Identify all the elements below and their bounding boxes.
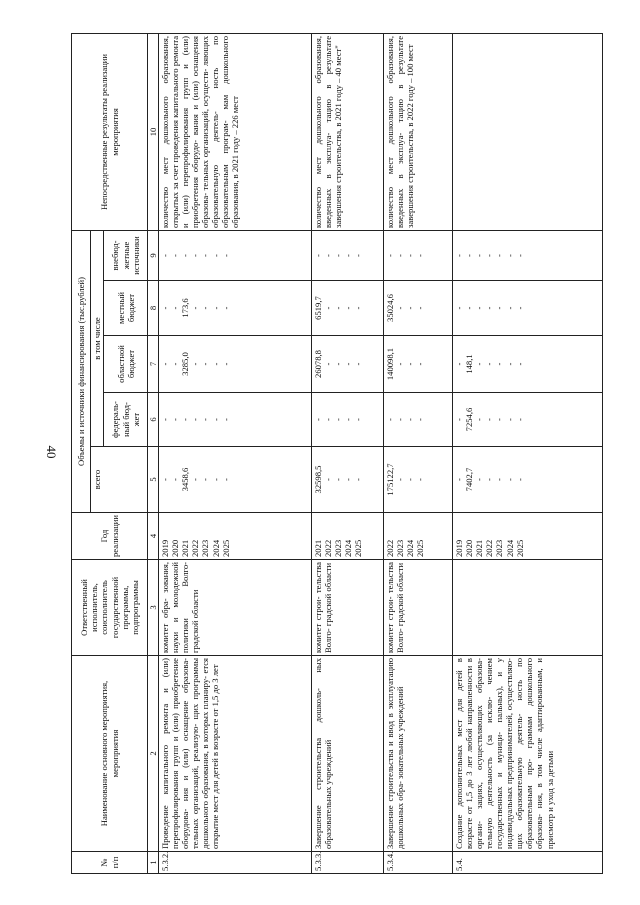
column-number: 10 <box>148 33 159 230</box>
column-number: 5 <box>148 447 159 513</box>
total-funding <box>159 447 312 513</box>
federal-funding-value: - <box>200 418 211 421</box>
extrabudget-funding-value: - <box>170 254 181 257</box>
federal-funding-value: - <box>415 418 426 421</box>
local-funding-value: - <box>160 306 171 310</box>
rotated-table-container <box>71 34 619 874</box>
local-funding-value: - <box>454 306 465 310</box>
year-list-value: 2024 <box>405 539 416 557</box>
local-funding-value: - <box>190 306 201 310</box>
total-funding-value: - <box>405 478 416 481</box>
header-including: в том числе <box>91 230 104 446</box>
extrabudget-funding <box>159 230 312 280</box>
extrabudget-funding-value: - <box>220 254 231 257</box>
federal-funding-value: - <box>220 418 231 421</box>
table-row <box>384 33 453 873</box>
header-results: Непосредственные результаты реализации мероприятия <box>72 33 148 230</box>
regional-funding-value: - <box>454 362 465 366</box>
local-funding-value: - <box>200 306 211 310</box>
column-number: 9 <box>148 230 159 280</box>
extrabudget-funding-value: - <box>474 254 485 257</box>
responsible-executor: комитет обра- зования, науки и молодежной политики Волго- градской области <box>159 560 312 656</box>
total-funding-value: 3458,6 <box>180 467 191 492</box>
year-list-value: 2022 <box>484 539 495 557</box>
row-number: 5.4. <box>453 852 603 874</box>
total-funding-value: - <box>484 478 495 481</box>
regional-funding-value: - <box>494 362 505 366</box>
table-row <box>453 33 603 873</box>
local-funding-value: - <box>395 306 406 310</box>
local-funding-value: - <box>514 306 525 310</box>
regional-funding-value: - <box>514 362 525 366</box>
extrabudget-funding-value: - <box>405 254 416 257</box>
column-number: 7 <box>148 336 159 393</box>
local-funding-value: - <box>484 306 495 310</box>
header-federal: федераль- ный бюд- жет <box>104 393 148 447</box>
year-list-value: 2022 <box>190 539 201 557</box>
regional-funding-value: - <box>343 362 354 366</box>
federal-funding-value: - <box>323 418 334 421</box>
regional-funding-value: - <box>210 362 221 366</box>
total-funding-value: - <box>494 478 505 481</box>
year-list-value: 2020 <box>464 539 475 557</box>
extrabudget-funding-value: - <box>395 254 406 257</box>
total-funding-value: 175122,7 <box>385 463 396 496</box>
responsible-executor: комитет строи- тельства Волго- градской области <box>384 560 453 656</box>
total-funding-value: - <box>504 478 515 481</box>
extrabudget-funding-value: - <box>504 254 515 257</box>
column-number-row <box>148 33 159 873</box>
extrabudget-funding-value: - <box>454 254 465 257</box>
federal-funding-value: - <box>474 418 485 421</box>
federal-funding-value: - <box>160 418 171 421</box>
year-list <box>384 513 453 560</box>
regional-funding-value: - <box>323 362 334 366</box>
extrabudget-funding-value: - <box>343 254 354 257</box>
federal-funding-value: - <box>405 418 416 421</box>
total-funding <box>312 447 384 513</box>
header-name: Наименование основного мероприятия, мероприятия <box>72 656 148 852</box>
column-number: 1 <box>148 852 159 874</box>
regional-funding-value: - <box>353 362 364 366</box>
direct-result: количество мест дошкольного образования, введенных в эксплуа- тацию в результате завершения строительства, в 2022 году – 100 мест <box>384 33 453 230</box>
total-funding-value: - <box>395 478 406 481</box>
local-funding-value: - <box>333 306 344 310</box>
year-list-value: 2021 <box>474 539 485 557</box>
total-funding-value: 7402,7 <box>464 467 475 492</box>
federal-funding <box>159 393 312 447</box>
year-list-value: 2023 <box>200 539 211 557</box>
activity-name: Завершение строительства и ввод в эксплуатацию дошкольных обра- зовательных учреждений <box>384 656 453 852</box>
local-funding-value: - <box>220 306 231 310</box>
regional-funding <box>384 336 453 393</box>
year-list-value: 2025 <box>514 539 525 557</box>
regional-funding-value: - <box>504 362 515 366</box>
federal-funding-value: - <box>210 418 221 421</box>
federal-funding-value: - <box>353 418 364 421</box>
federal-funding <box>384 393 453 447</box>
header-responsible: Ответственный исполнитель, соисполнитель государственной программы, подпрограммы <box>72 560 148 656</box>
column-number: 6 <box>148 393 159 447</box>
direct-result: количество мест дошкольного образования, открытых за счет проведения капитального ремонта и (или) перепрофилирования групп и (или) приобретения оборудо- вания и (или) оснащения образова- тельных организаций, осуществ- ляющих образовательную деятель- ность по образовательным програм- мам дошкольного образования, в 2021 году – 226 мест <box>159 33 312 230</box>
total-funding <box>384 447 453 513</box>
local-funding-value: 35024,6 <box>385 294 396 322</box>
regional-funding <box>453 336 603 393</box>
extrabudget-funding-value: - <box>484 254 495 257</box>
regional-funding-value: - <box>395 362 406 366</box>
federal-funding-value: - <box>170 418 181 421</box>
column-number: 2 <box>148 656 159 852</box>
extrabudget-funding <box>453 230 603 280</box>
federal-funding <box>312 393 384 447</box>
local-funding-value: - <box>474 306 485 310</box>
local-funding-value: - <box>353 306 364 310</box>
local-funding-value: - <box>210 306 221 310</box>
activity-name: Завершение строительства дошколь- ных образовательных учреждений <box>312 656 384 852</box>
local-funding-value: - <box>504 306 515 310</box>
regional-funding-value: 3285,0 <box>180 352 191 376</box>
total-funding-value: - <box>514 478 525 481</box>
header-total: всего <box>91 447 148 513</box>
federal-funding-value: - <box>313 418 324 421</box>
regional-funding-value: 140098,1 <box>385 347 396 381</box>
year-list <box>159 513 312 560</box>
financing-table <box>71 33 603 874</box>
federal-funding-value: - <box>454 418 465 421</box>
extrabudget-funding-value: - <box>323 254 334 257</box>
table-row <box>312 33 384 873</box>
federal-funding-value: - <box>504 418 515 421</box>
total-funding-value: - <box>220 478 231 481</box>
federal-funding-value: 7254,6 <box>464 407 475 432</box>
header-financing: Объемы и источники финансирования (тыс.рублей) <box>72 230 91 512</box>
local-funding-value: - <box>405 306 416 310</box>
year-list-value: 2024 <box>343 539 354 557</box>
row-number: 5.3.4. <box>384 852 453 874</box>
federal-funding-value: - <box>494 418 505 421</box>
table-row <box>159 33 312 873</box>
activity-name: Создание дополнительных мест для детей в возрасте от 1,5 до 3 лет любой направленности в органи- зациях, осуществляющих образова- тельную деятельность (за исклю- чением государственных и муници- пальных), и у индивидуальных предпринимателей, осуществляю- щих образовательную деятель- ность по образовательным про- граммам дошкольного образова- ния, в том числе адаптированным, и присмотр и уход за детьми <box>453 656 603 852</box>
column-number: 3 <box>148 560 159 656</box>
header-extra: внебюд- жетные источники <box>104 230 148 280</box>
extrabudget-funding-value: - <box>385 254 396 257</box>
local-funding-value: 173,6 <box>180 298 191 318</box>
total-funding-value: - <box>170 478 181 481</box>
federal-funding-value: - <box>514 418 525 421</box>
federal-funding <box>453 393 603 447</box>
year-list-value: 2023 <box>395 539 406 557</box>
column-number: 8 <box>148 281 159 336</box>
year-list-value: 2021 <box>180 539 191 557</box>
year-list-value: 2025 <box>220 539 231 557</box>
extrabudget-funding <box>312 230 384 280</box>
direct-result <box>453 33 603 230</box>
local-funding-value: - <box>464 306 475 310</box>
year-list <box>453 513 603 560</box>
local-funding <box>384 281 453 336</box>
federal-funding-value: - <box>190 418 201 421</box>
regional-funding-value: 148,1 <box>464 354 475 374</box>
regional-funding-value: - <box>405 362 416 366</box>
year-list-value: 2022 <box>323 539 334 557</box>
year-list-value: 2021 <box>313 539 324 557</box>
responsible-executor: комитет строи- тельства Волго- градской области <box>312 560 384 656</box>
extrabudget-funding-value: - <box>160 254 171 257</box>
regional-funding-value: - <box>220 362 231 366</box>
local-funding-value: - <box>343 306 354 310</box>
year-list-value: 2025 <box>353 539 364 557</box>
total-funding-value: - <box>474 478 485 481</box>
year-list-value: 2024 <box>504 539 515 557</box>
total-funding-value: - <box>333 478 344 481</box>
local-funding <box>312 281 384 336</box>
year-list-value: 2019 <box>454 539 465 557</box>
extrabudget-funding-value: - <box>313 254 324 257</box>
total-funding <box>453 447 603 513</box>
local-funding <box>453 281 603 336</box>
row-number: 5.3.3. <box>312 852 384 874</box>
extrabudget-funding <box>384 230 453 280</box>
year-list-value: 2025 <box>415 539 426 557</box>
year-list-value: 2020 <box>170 539 181 557</box>
federal-funding-value: - <box>484 418 495 421</box>
regional-funding-value: - <box>474 362 485 366</box>
regional-funding-value: - <box>160 362 171 366</box>
regional-funding <box>312 336 384 393</box>
local-funding-value: - <box>323 306 334 310</box>
extrabudget-funding-value: - <box>190 254 201 257</box>
extrabudget-funding-value: - <box>200 254 211 257</box>
year-list-value: 2024 <box>210 539 221 557</box>
extrabudget-funding-value: - <box>210 254 221 257</box>
year-list-value: 2022 <box>385 539 396 557</box>
extrabudget-funding-value: - <box>180 254 191 257</box>
activity-name: Проведение капитального ремонта и (или) перепрофилирования групп и (или) приобретение оборудова- ния и (или) оснащение образова- тельных организаций, реализую- щих программы дошкольного образования, в которых планиру- ется открытие мест для детей в возрасте от 1,5 до 3 лет <box>159 656 312 852</box>
local-funding-value: 6519,7 <box>313 296 324 320</box>
regional-funding-value: - <box>333 362 344 366</box>
year-list <box>312 513 384 560</box>
local-funding-value: - <box>415 306 426 310</box>
local-funding-value: - <box>494 306 505 310</box>
extrabudget-funding-value: - <box>415 254 426 257</box>
row-number: 5.3.2. <box>159 852 312 874</box>
year-list-value: 2019 <box>160 539 171 557</box>
direct-result: количество мест дошкольного образования, введенных в эксплуа- тацию в результате завершения строительства, в 2021 году – 40 мест" <box>312 33 384 230</box>
regional-funding-value: - <box>170 362 181 366</box>
total-funding-value: - <box>353 478 364 481</box>
year-list-value: 2023 <box>333 539 344 557</box>
header-regional: областной бюджет <box>104 336 148 393</box>
total-funding-value: - <box>200 478 211 481</box>
regional-funding-value: - <box>484 362 495 366</box>
federal-funding-value: - <box>343 418 354 421</box>
total-funding-value: - <box>415 478 426 481</box>
total-funding-value: - <box>323 478 334 481</box>
local-funding <box>159 281 312 336</box>
extrabudget-funding-value: - <box>494 254 505 257</box>
federal-funding-value: - <box>385 418 396 421</box>
year-list-value: 2023 <box>494 539 505 557</box>
local-funding-value: - <box>170 306 181 310</box>
extrabudget-funding-value: - <box>464 254 475 257</box>
header-local: местный бюджет <box>104 281 148 336</box>
column-number: 4 <box>148 513 159 560</box>
total-funding-value: - <box>343 478 354 481</box>
total-funding-value: - <box>210 478 221 481</box>
regional-funding-value: - <box>415 362 426 366</box>
total-funding-value: 32598,5 <box>313 465 324 494</box>
responsible-executor <box>453 560 603 656</box>
regional-funding-value: 26078,8 <box>313 350 324 378</box>
extrabudget-funding-value: - <box>514 254 525 257</box>
header-year: Год реализации <box>72 513 148 560</box>
header-num: № п/п <box>72 852 148 874</box>
extrabudget-funding-value: - <box>333 254 344 257</box>
federal-funding-value: - <box>395 418 406 421</box>
page-number: 40 <box>44 445 59 459</box>
regional-funding-value: - <box>190 362 201 366</box>
regional-funding <box>159 336 312 393</box>
federal-funding-value: - <box>333 418 344 421</box>
extrabudget-funding-value: - <box>353 254 364 257</box>
federal-funding-value: - <box>180 418 191 421</box>
total-funding-value: - <box>190 478 201 481</box>
total-funding-value: - <box>454 478 465 481</box>
regional-funding-value: - <box>200 362 211 366</box>
total-funding-value: - <box>160 478 171 481</box>
